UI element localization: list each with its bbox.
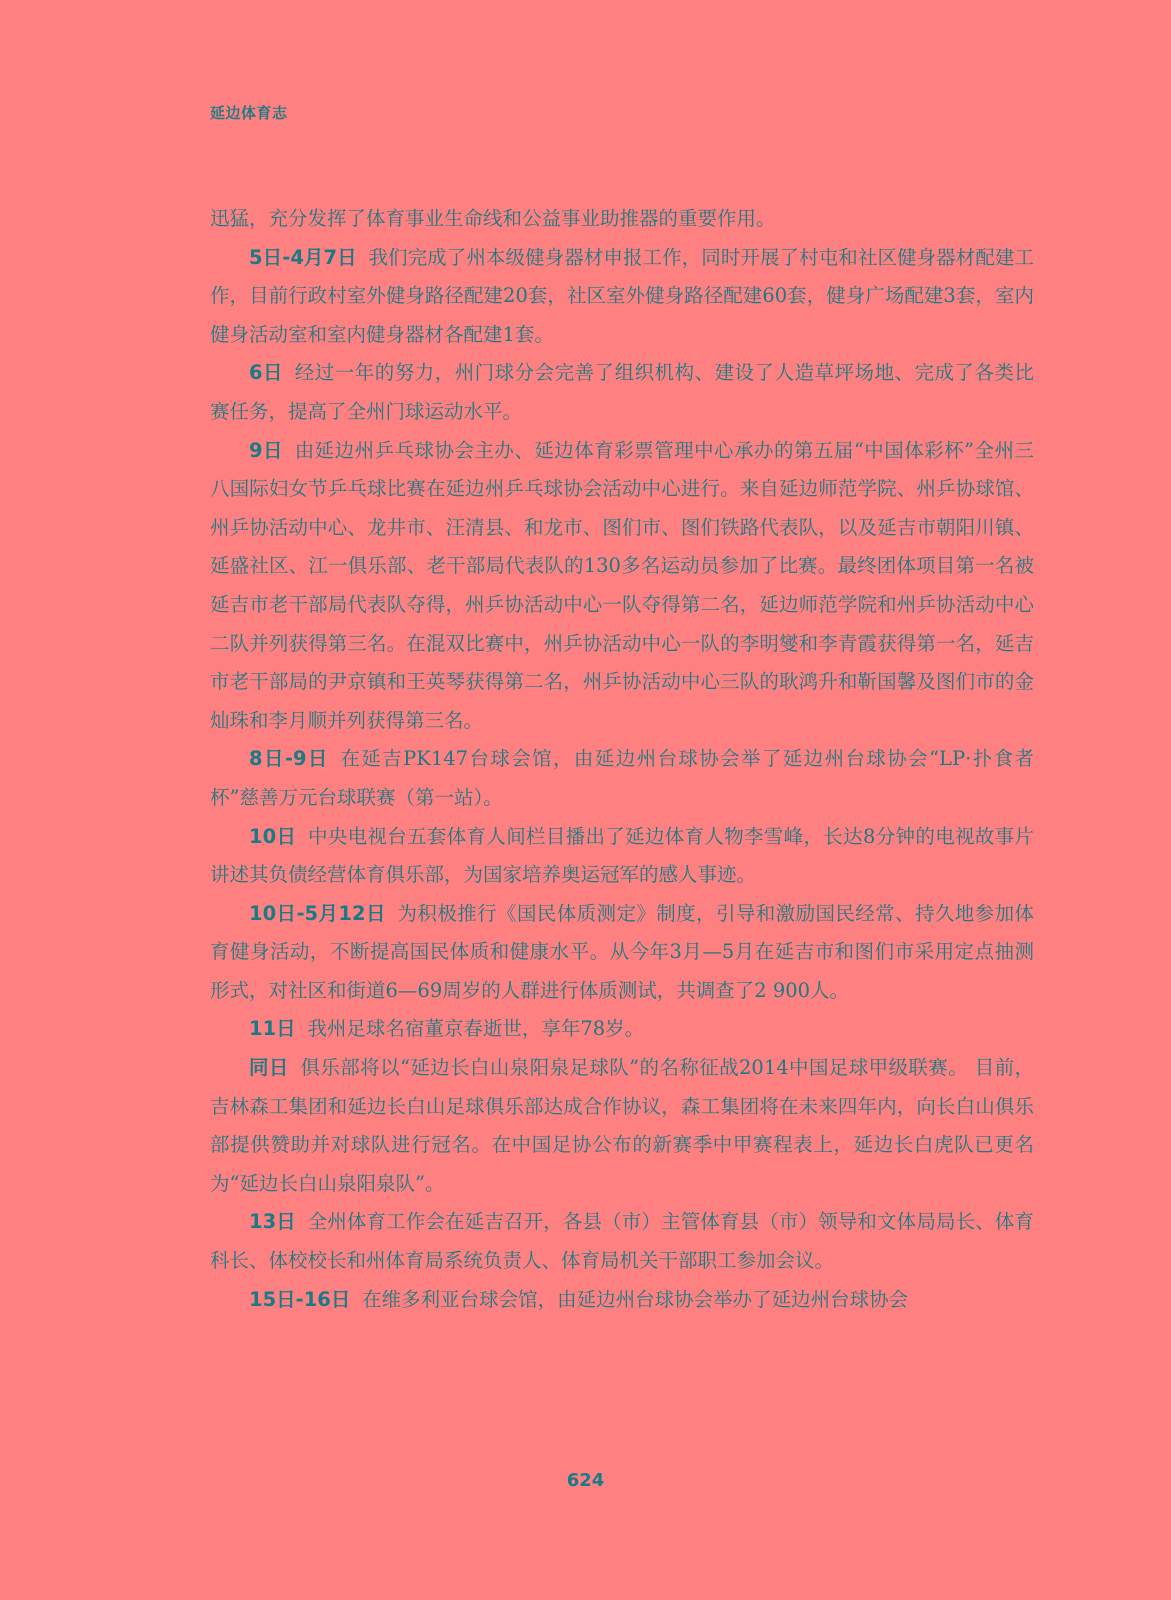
chronicle-entry [210, 895, 1034, 1011]
chronicle-entry [210, 1049, 1034, 1203]
entry-date: 8日-9日 [249, 747, 329, 771]
entry-text: 中央电视台五套体育人间栏目播出了延边体育人物李雪峰，长达8分钟的电视故事片讲述其负债经营体育俱乐部，为国家培养奥运冠军的感人事迹。 [210, 824, 1034, 887]
entry-date: 同日 [249, 1056, 289, 1080]
entry-date: 5日-4月7日 [249, 245, 357, 269]
paragraph-text: 迅猛，充分发挥了体育事业生命线和公益事业助推器的重要作用。 [210, 207, 776, 230]
entry-text: 我们完成了州本级健身器材申报工作，同时开展了村屯和社区健身器材配建工作，目前行政村室外健身路径配建20套，社区室外健身路径配建60套，健身广场配建3套，室内健身活动室和室内健身器材各配建1套。 [210, 245, 1034, 346]
entry-text: 在维多利亚台球会馆，由延边州台球协会举办了延边州台球协会 [362, 1287, 909, 1311]
chronicle-entry [210, 740, 1034, 817]
chronicle-entry [210, 818, 1034, 895]
entry-text: 为积极推行《国民体质测定》制度，引导和激励国民经常、持久地参加体育健身活动，不断提高国民体质和健康水平。从今年3月—5月在延吉市和图们市采用定点抽测形式，对社区和街道6—69周岁的人群进行体质测试，共调查了2 900人。 [210, 901, 1034, 1002]
entry-text: 我州足球名宿董京春逝世，享年78岁。 [307, 1017, 645, 1041]
entry-text: 经过一年的努力，州门球分会完善了组织机构、建设了人造草坪场地、完成了各类比赛任务，提高了全州门球运动水平。 [210, 361, 1034, 423]
entry-text: 在延吉PK147台球会馆，由延边州台球协会举了延边州台球协会“LP·扑食者杯”慈善万元台球联赛（第一站）。 [210, 747, 1034, 809]
body-text [210, 200, 1034, 1319]
chronicle-entry [210, 432, 1034, 741]
entry-date: 9日 [249, 438, 284, 462]
entry-date: 10日-5月12日 [249, 901, 386, 925]
chronicle-entry [210, 1203, 1034, 1280]
entry-date: 6日 [249, 361, 284, 385]
entry-text: 俱乐部将以“延边长白山泉阳泉足球队”的名称征战2014中国足球甲级联赛。 目前，吉林森工集团和延边长白山足球俱乐部达成合作协议，森工集团将在未来四年内，向长白山俱乐部提供赞助并对球队进行冠名。在中国足协公布的新赛季中甲赛程表上，延边长白虎队已更名为“延边长白山泉阳泉队”。 [210, 1056, 1034, 1195]
running-header: 延边体育志 [210, 104, 288, 122]
entry-text: 由延边州乒乓球协会主办、延边体育彩票管理中心承办的第五届“中国体彩杯”全州三八国际妇女节乒乓球比赛在延边州乒乓球协会活动中心进行。来自延边师范学院、州乒协球馆、州乒协活动中心、龙井市、汪清县、和龙市、图们市、图们铁路代表队，以及延吉市朝阳川镇、延盛社区、江一俱乐部、老干部局代表队的130多名运动员参加了比赛。最终团体项目第一名被延吉市老干部局代表队夺得，州乒协活动中心一队夺得第二名，延边师范学院和州乒协活动中心二队并列获得第三名。在混双比赛中，州乒协活动中心一队的李明燮和李青霞获得第一名，延吉市老干部局的尹京镇和王英琴获得第二名，州乒协活动中心三队的耿鸿升和靳国馨及图们市的金灿珠和李月顺并列获得第三名。 [210, 438, 1034, 732]
page-number: 624 [566, 1470, 605, 1491]
chronicle-entry [210, 354, 1034, 431]
entry-date: 10日 [249, 824, 297, 848]
entry-date: 11日 [249, 1017, 296, 1041]
chronicle-entry [210, 1281, 1034, 1320]
entry-date: 15日-16日 [249, 1287, 351, 1311]
chronicle-entry [210, 1010, 1034, 1049]
entry-date: 13日 [249, 1210, 296, 1234]
chronicle-entry [210, 239, 1034, 355]
paragraph-continuation [210, 200, 1034, 239]
entry-text: 全州体育工作会在延吉召开，各县（市）主管体育县（市）领导和文体局局长、体育科长、体校校长和州体育局系统负责人、体育局机关干部职工参加会议。 [210, 1210, 1034, 1273]
